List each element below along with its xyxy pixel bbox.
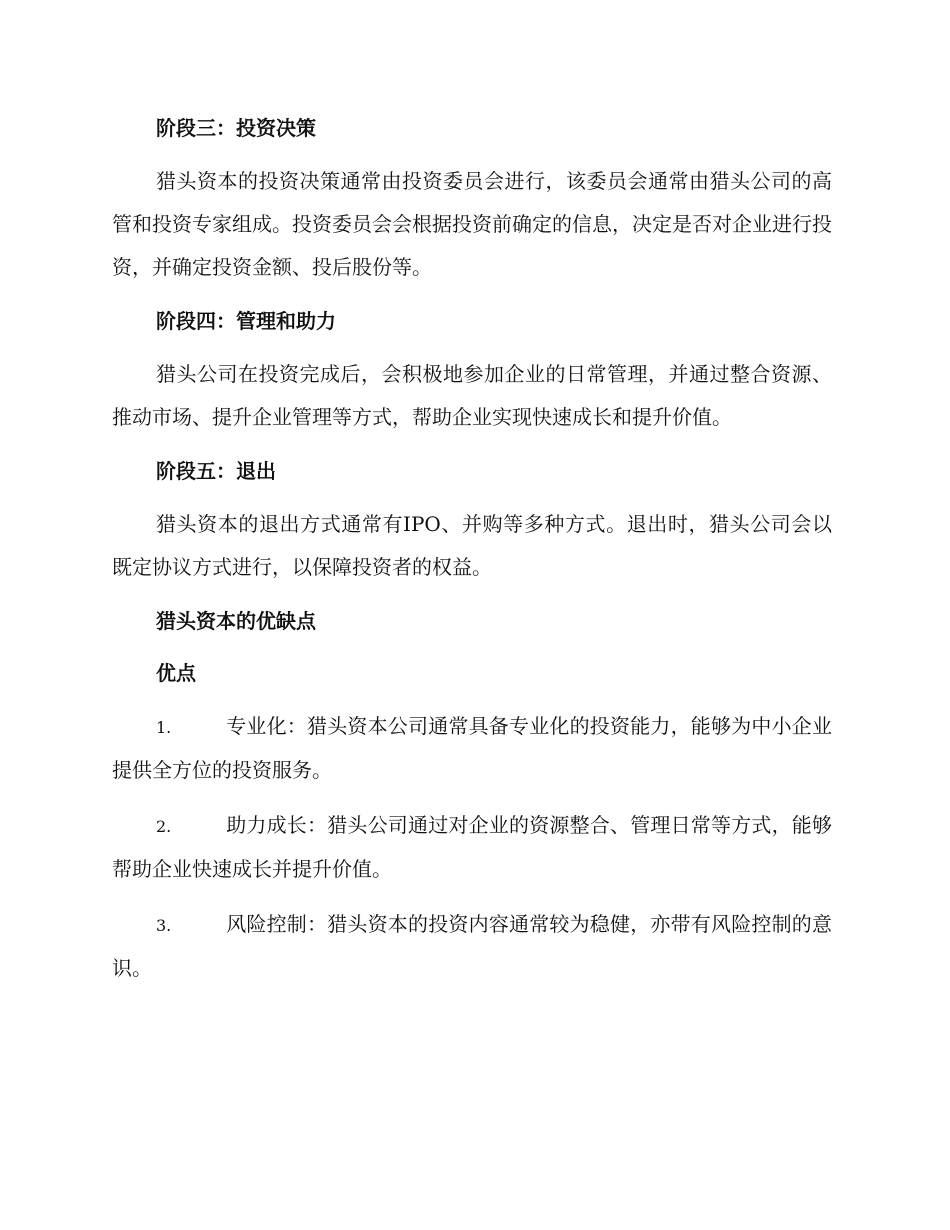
advantage-item-2 (112, 804, 832, 891)
list-item-text: 风险控制：猎头资本的投资内容通常较为稳健，亦带有风险控制的意识。 (112, 912, 832, 980)
section-body-stage-three: 猎头资本的投资决策通常由投资委员会进行，该委员会通常由猎头公司的高管和投资专家组成。投资委员会会根据投资前确定的信息，决定是否对企业进行投资，并确定投资金额、投后股份等。 (112, 169, 832, 279)
list-item-text: 助力成长：猎头公司通过对企业的资源整合、管理日常等方式，能够帮助企业快速成长并提升价值。 (112, 813, 832, 881)
list-number: 2. (156, 817, 172, 836)
list-number: 1. (156, 718, 172, 737)
list-item-text: 专业化：猎头资本公司通常具备专业化的投资能力，能够为中小企业提供全方位的投资服务。 (112, 714, 832, 782)
section-body-stage-five: 猎头资本的退出方式通常有IPO、并购等多种方式。退出时，猎头公司会以既定协议方式进行，以保障投资者的权益。 (112, 512, 832, 579)
section-heading-stage-five: 阶段五：退出 (156, 459, 276, 483)
list-number: 3. (156, 916, 172, 935)
advantage-item-1 (112, 705, 832, 792)
section-heading-stage-three: 阶段三：投资决策 (156, 116, 316, 140)
advantage-item-3 (112, 903, 832, 990)
advantages-heading: 优点 (156, 661, 196, 685)
section-body-stage-four: 猎头公司在投资完成后，会积极地参加企业的日常管理，并通过整合资源、推动市场、提升企业管理等方式，帮助企业实现快速成长和提升价值。 (112, 362, 832, 429)
section-heading-stage-four: 阶段四：管理和助力 (156, 309, 336, 333)
document-content (112, 108, 832, 1002)
pros-cons-heading: 猎头资本的优缺点 (156, 609, 316, 633)
